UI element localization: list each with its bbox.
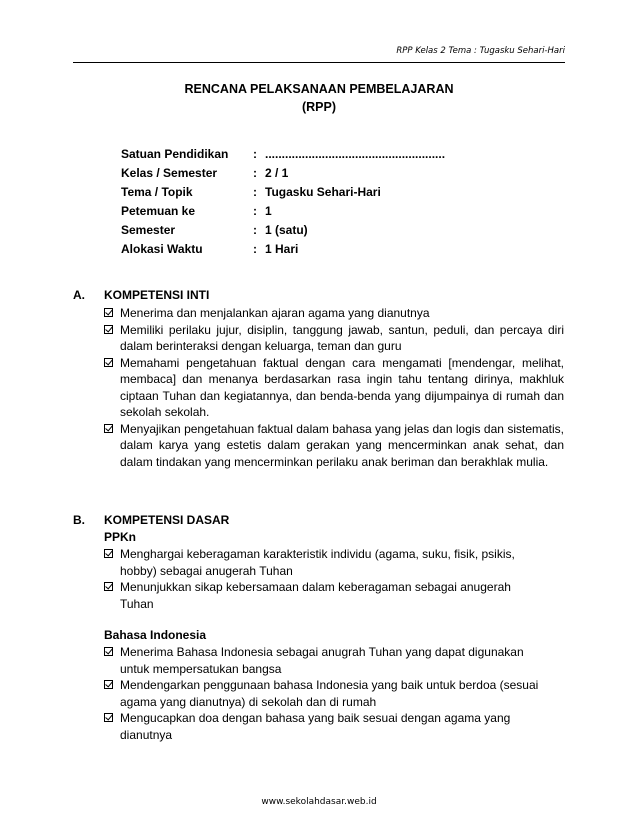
identity-colon: : [253, 166, 257, 180]
list-item [104, 421, 564, 471]
checkbox-checked-icon [104, 680, 113, 689]
identity-colon: : [253, 147, 257, 161]
list-item [104, 677, 549, 710]
checkbox-checked-icon [104, 647, 113, 656]
ppkn-list [104, 546, 544, 612]
section-a-heading [73, 287, 209, 304]
identity-value: 2 / 1 [265, 166, 289, 180]
section-b-heading [73, 512, 229, 529]
list-item-text: Menunjukkan sikap kebersamaan dalam keberagaman sebagai anugerah Tuhan [120, 580, 511, 611]
identity-colon: : [253, 242, 257, 256]
kompetensi-inti-list [104, 305, 564, 470]
identity-value: ...................................................... [265, 147, 446, 161]
identity-label: Semester [121, 223, 176, 237]
identity-label: Tema / Topik [121, 185, 193, 199]
title-line-2: (RPP) [301, 100, 337, 114]
document-title [0, 80, 638, 116]
identity-value: 1 Hari [265, 242, 299, 256]
list-item-text: Mendengarkan penggunaan bahasa Indonesia yang baik untuk berdoa (sesuai agama yang dianutnya) di sekolah dan di rumah [120, 678, 539, 709]
page-footer: www.sekolahdasar.web.id [261, 797, 377, 807]
list-item-text: Memiliki perilaku jujur, disiplin, tanggung jawab, santun, peduli, dan percaya diri dalam berinteraksi dengan keluarga, teman dan guru [120, 322, 564, 353]
section-title: KOMPETENSI INTI [104, 288, 210, 302]
subject-heading-ppkn: PPKn [104, 530, 137, 544]
section-letter: B. [73, 513, 85, 527]
checkbox-checked-icon [104, 308, 113, 317]
list-item [104, 355, 564, 421]
identity-value: 1 [265, 204, 272, 218]
list-item-text: Menerima Bahasa Indonesia sebagai anugrah Tuhan yang dapat digunakan untuk mempersatukan bangsa [120, 645, 524, 676]
checkbox-checked-icon [104, 325, 113, 334]
section-letter: A. [73, 288, 85, 302]
title-line-1: RENCANA PELAKSANAAN PEMBELAJARAN [184, 82, 454, 96]
identity-colon: : [253, 204, 257, 218]
checkbox-checked-icon [104, 549, 113, 558]
header-rule [73, 62, 565, 63]
list-item-text: Mengucapkan doa dengan bahasa yang baik sesuai dengan agama yang dianutnya [120, 711, 511, 742]
checkbox-checked-icon [104, 358, 113, 367]
identity-colon: : [253, 185, 257, 199]
identity-value: Tugasku Sehari-Hari [265, 185, 381, 199]
list-item-text: Memahami pengetahuan faktual dengan cara mengamati [mendengar, melihat, membaca] dan menanya berdasarkan rasa ingin tahu tentang dirinya, makhluk ciptaan Tuhan dan kegiatannya, dan benda-benda yang dijumpainya di rumah dan sekolah sekolah. [120, 355, 564, 419]
list-item [104, 644, 549, 677]
checkbox-checked-icon [104, 582, 113, 591]
list-item-text: Menerima dan menjalankan ajaran agama yang dianutnya [120, 306, 430, 320]
identity-label: Satuan Pendidikan [121, 147, 229, 161]
list-item [104, 579, 544, 612]
identity-label: Kelas / Semester [121, 166, 218, 180]
identity-value: 1 (satu) [265, 223, 308, 237]
subject-heading-bahasa-indonesia: Bahasa Indonesia [104, 628, 207, 642]
bahasa-indonesia-list [104, 644, 549, 743]
list-item-text: Menghargai keberagaman karakteristik individu (agama, suku, fisik, psikis, hobby) sebagai anugerah Tuhan [120, 547, 515, 578]
list-item [104, 322, 564, 355]
identity-label: Petemuan ke [121, 204, 196, 218]
section-title: KOMPETENSI DASAR [104, 513, 230, 527]
running-header: RPP Kelas 2 Tema : Tugasku Sehari-Hari [396, 46, 565, 56]
list-item [104, 305, 564, 322]
list-item-text: Menyajikan pengetahuan faktual dalam bahasa yang jelas dan logis dan sistematis, dalam karya yang estetis dalam gerakan yang mencerminkan anak sehat, dan dalam tindakan yang mencerminkan perilaku anak beriman dan berakhlak mulia. [120, 421, 564, 469]
checkbox-checked-icon [104, 713, 113, 722]
list-item [104, 546, 544, 579]
list-item [104, 710, 549, 743]
identity-colon: : [253, 223, 257, 237]
identity-label: Alokasi Waktu [121, 242, 203, 256]
checkbox-checked-icon [104, 424, 113, 433]
